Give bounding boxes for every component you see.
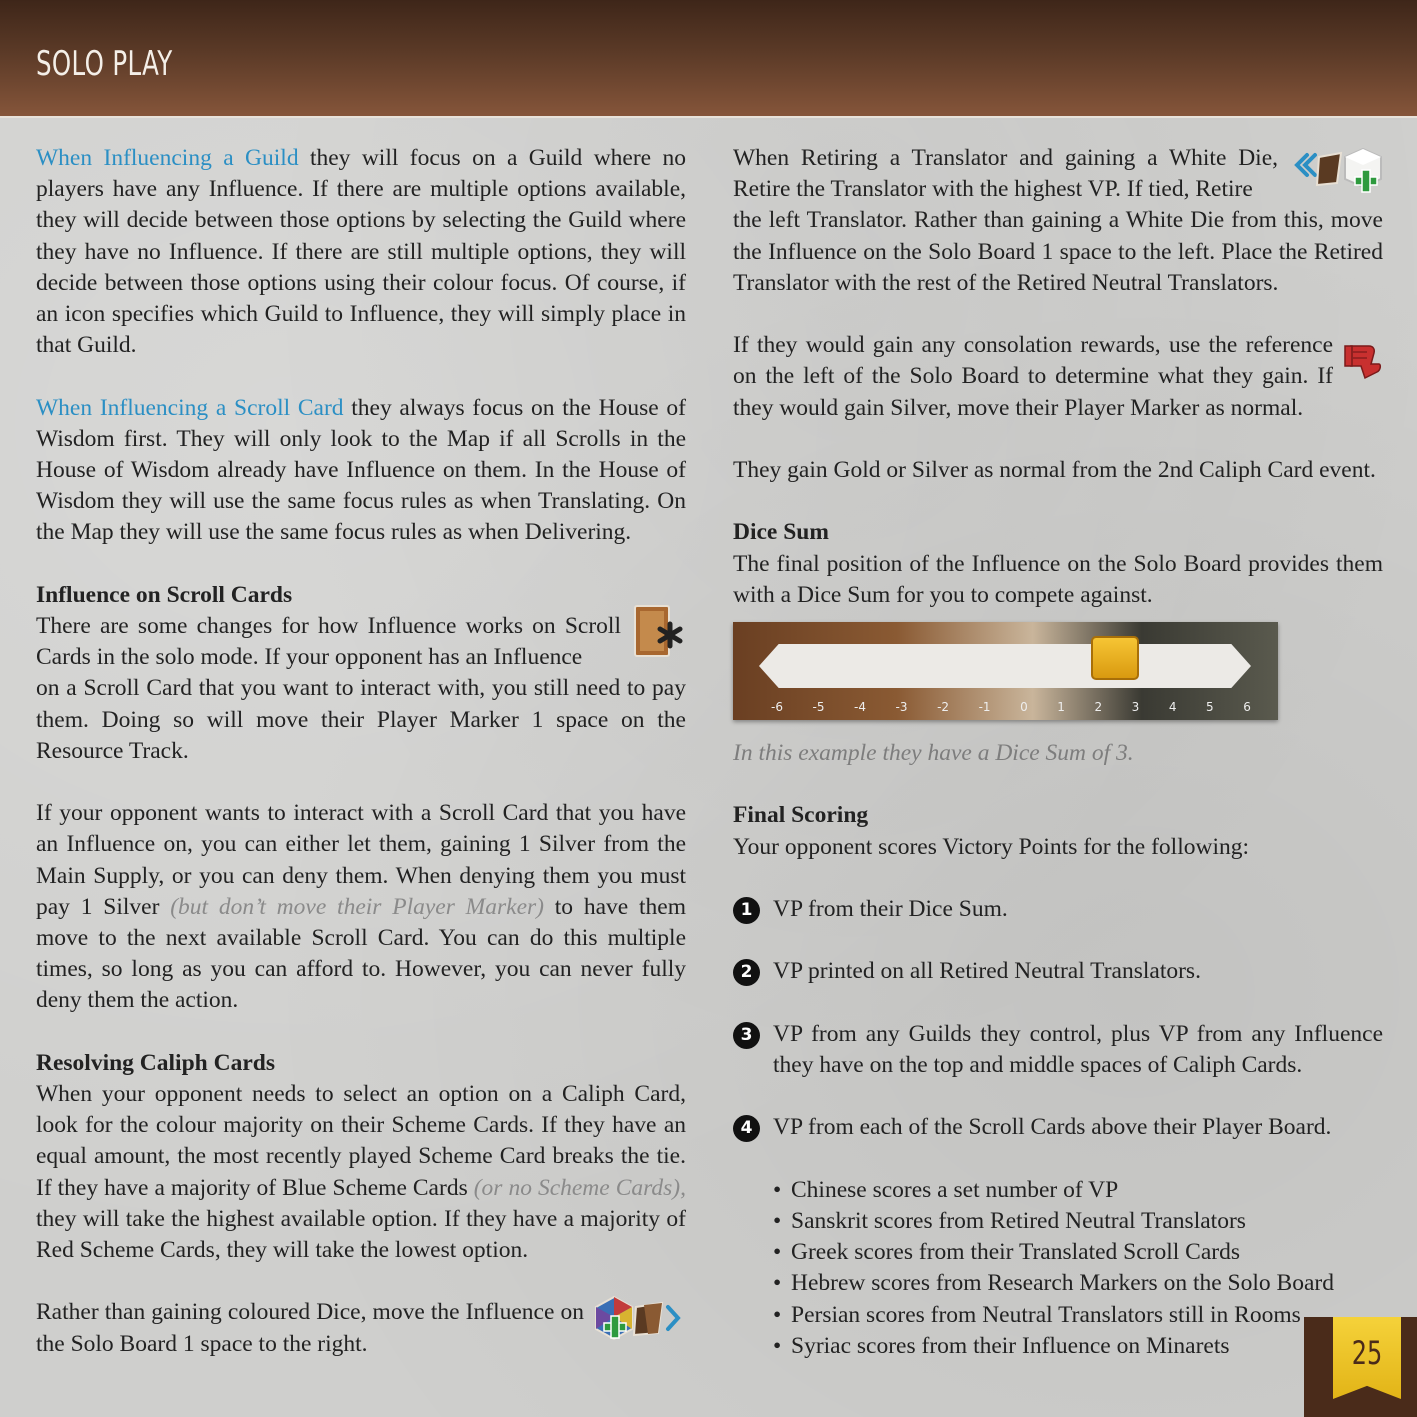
list-item: • Persian scores from Neutral Translators still in Rooms — [773, 1300, 1383, 1331]
paragraph-influencing-scroll: When Influencing a Scroll Card they always focus on the House of Wisdom first. They will only look to the Map if all Scrolls in the House of Wisdom already have Influence on them. In the House of Wisdom they will use the same focus rules as when Translating. On the Map they will use the same focus rules as when Delivering. — [36, 394, 686, 546]
paragraph-consolation: If they would gain any consolation rewards, use the reference on the left of the Solo Board to determine what they gain. If they would gain Silver, move their Player Marker as normal. — [733, 332, 1333, 421]
right-column — [733, 143, 1383, 1362]
heading-final-scoring: Final Scoring — [733, 802, 869, 829]
highlight-influencing-scroll: When Influencing a Scroll Card — [36, 394, 344, 421]
number-badge: 1 — [733, 897, 760, 924]
paragraph-deny: If your opponent wants to interact with a Scroll Card that you have an Influence on, you can either let them, gaining 1 Silver from the Main Supply, or you can deny them. When denying them you must pay 1 Silver (but don’t move their Player Marker) to have them move to the next available Scroll Card. You can do this multiple times, so long as you can afford to. However, you can never fully deny them the action. — [36, 800, 686, 1014]
scoring-item-3: 3 VP from any Guilds they control, plus VP from any Influence they have on the top and middle spaces of Caliph Cards. — [733, 1019, 1383, 1081]
heading-influence-scroll-cards: Influence on Scroll Cards — [36, 581, 293, 608]
paragraph-retire-a: When Retiring a Translator and gaining a White Die, Retire the Translator with the highest VP. If tied, Retire — [733, 145, 1278, 203]
heading-resolving-caliph-cards: Resolving Caliph Cards — [36, 1049, 275, 1076]
track-label: -4 — [854, 700, 866, 714]
list-item: • Sanskrit scores from Retired Neutral Translators — [773, 1206, 1383, 1237]
track-label: 3 — [1131, 700, 1140, 714]
scroll-card-influence-icon — [632, 603, 688, 665]
paragraph-gold-silver: They gain Gold or Silver as normal from the 2nd Caliph Card event. — [733, 457, 1376, 483]
list-item: • Hebrew scores from Research Markers on the Solo Board — [773, 1268, 1383, 1299]
track-bar — [759, 644, 1251, 688]
paragraph-coloured-dice: Rather than gaining coloured Dice, move the Influence on the Solo Board 1 space to the right. — [36, 1299, 584, 1357]
track-label: 5 — [1206, 700, 1214, 714]
scroll-scoring-list — [733, 1175, 1383, 1362]
track-label: -5 — [812, 700, 825, 714]
page-header — [0, 0, 1417, 118]
solo-board-track-image — [733, 622, 1278, 720]
list-item: • Greek scores from their Translated Scroll Cards — [773, 1237, 1383, 1268]
consolation-section — [733, 330, 1383, 424]
influence-marker — [1091, 636, 1139, 680]
page-number: 25 — [1351, 1334, 1383, 1372]
track-label: 4 — [1168, 700, 1177, 714]
number-badge: 2 — [733, 959, 760, 986]
left-column — [36, 143, 686, 1360]
retire-translator-icon — [1293, 145, 1385, 199]
retire-translator-section — [733, 143, 1383, 205]
scoring-item-2: 2 VP printed on all Retired Neutral Translators. — [733, 956, 1383, 987]
coloured-dice-section — [36, 1297, 686, 1359]
track-label: -1 — [978, 700, 991, 714]
track-label: -6 — [771, 700, 783, 714]
paragraph-final-scoring: Your opponent scores Victory Points for the following: — [733, 833, 1250, 860]
thumbs-down-icon — [1343, 340, 1383, 382]
number-badge: 4 — [733, 1115, 760, 1142]
paragraph-retire-b: the left Translator. Rather than gaining a White Die from this, move the Influence on the Solo Board 1 space to the left. Place the Retired Translator with the rest of the Retired Neutral Translators. — [733, 207, 1383, 296]
scroll-cards-section — [36, 611, 686, 673]
track-caption: In this example they have a Dice Sum of 3. — [733, 740, 1134, 766]
track-label: 6 — [1243, 700, 1251, 714]
list-item: • Syriac scores from their Influence on Minarets — [773, 1331, 1383, 1362]
track-label: 0 — [1020, 700, 1028, 714]
track-label: -3 — [895, 700, 908, 714]
number-badge: 3 — [733, 1022, 760, 1049]
coloured-dice-icon — [592, 1293, 688, 1349]
paragraph-scroll-cards-a: There are some changes for how Influence works on Scroll Cards in the solo mode. If your opponent has an Influence — [36, 613, 621, 671]
list-item: • Chinese scores a set number of VP — [773, 1175, 1383, 1206]
scoring-item-1: 1 VP from their Dice Sum. — [733, 894, 1383, 925]
track-label: 1 — [1057, 700, 1065, 714]
paragraph-influencing-guild: When Influencing a Guild they will focus on a Guild where no players have any Influence. If there are multiple options available, they will decide between those options by selecting the Guild where they have no Influence. If there are still multiple options, they will decide between those options using their colour focus. Of course, if an icon specifies which Guild to Influence, they will simply place in that Guild. — [36, 145, 687, 359]
paragraph-caliph: When your opponent needs to select an option on a Caliph Card, look for the colour majority on their Scheme Cards. If they have an equal amount, the most recently played Scheme Card breaks the tie. If they have a majority of Blue Scheme Cards (or no Scheme Cards), they will take the highest available option. If they have a majority of Red Scheme Cards, they will take the lowest option. — [36, 1081, 686, 1264]
scoring-item-4: 4 VP from each of the Scroll Cards above their Player Board. — [733, 1112, 1383, 1143]
track-label: -2 — [937, 700, 950, 714]
track-label: 2 — [1094, 700, 1103, 714]
paragraph-dice-sum: The final position of the Influence on the Solo Board provides them with a Dice Sum for you to compete against. — [733, 550, 1383, 608]
heading-dice-sum: Dice Sum — [733, 519, 829, 546]
track-labels — [771, 692, 1251, 712]
highlight-influencing-guild: When Influencing a Guild — [36, 145, 299, 171]
page-title: SOLO PLAY — [36, 44, 173, 84]
paragraph-scroll-cards-b: on a Scroll Card that you want to interact with, you still need to pay them. Doing so will move their Player Marker 1 space on the Resource Track. — [36, 675, 686, 764]
